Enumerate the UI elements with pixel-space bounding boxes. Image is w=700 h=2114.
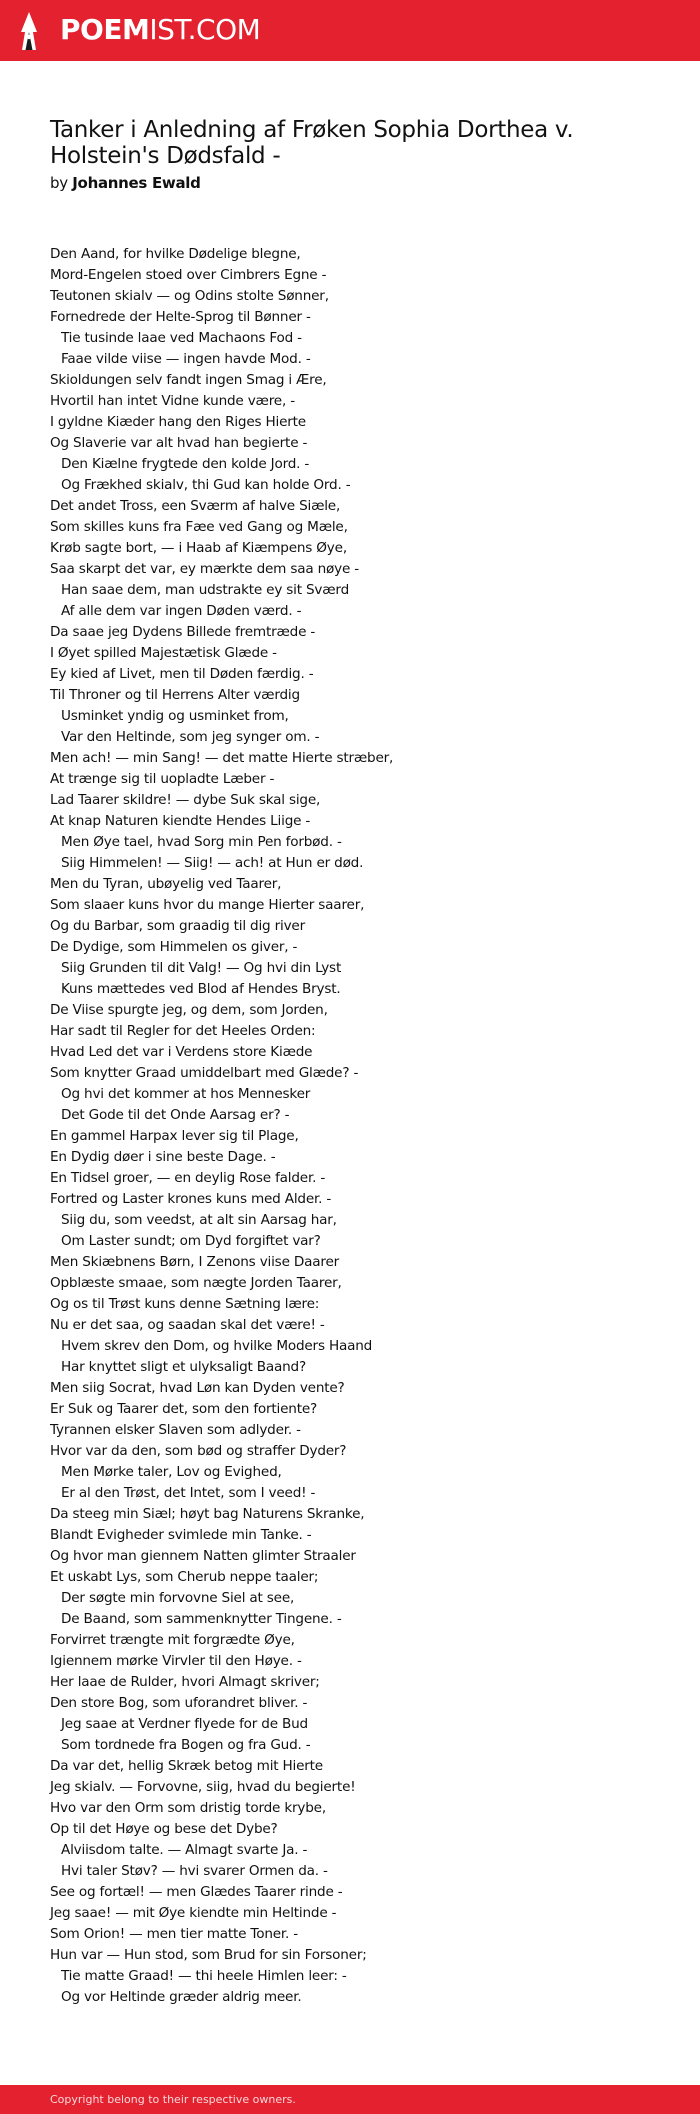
poem-line: Der søgte min forvovne Siel at see, — [61, 1590, 295, 1606]
poem-line: Har sadt til Regler for det Heeles Orden: — [50, 1023, 316, 1039]
poem-line: Som slaaer kuns hvor du mange Hierter saarer, — [50, 897, 365, 913]
poem-line: Som Orion! — men tier matte Toner. - — [50, 1926, 299, 1942]
logo-text-light: IST.COM — [149, 13, 261, 46]
poem-line: Og os til Trøst kuns denne Sætning lære: — [50, 1296, 320, 1312]
poem-line: Kuns mættedes ved Blod af Hendes Bryst. — [61, 981, 341, 997]
poem-line: At trænge sig til uopladte Læber - — [50, 771, 275, 787]
poem-line: See og fortæl! — men Glædes Taarer rinde - — [50, 1884, 343, 1900]
poem-line: Mord-Engelen stoed over Cimbrers Egne - — [50, 267, 327, 283]
poem-line: Hvi taler Støv? — hvi svarer Ormen da. - — [61, 1863, 328, 1879]
poem-line: I gyldne Kiæder hang den Riges Hierte — [50, 414, 306, 430]
poem-body — [50, 244, 670, 2008]
poem-line: Han saae dem, man udstrakte ey sit Sværd — [61, 582, 350, 598]
poem-line: Det andet Tross, een Sværm af halve Siæle, — [50, 498, 341, 514]
poem-line: Jeg skialv. — Forvovne, siig, hvad du begierte! — [50, 1779, 356, 1795]
poem-line: En Tidsel groer, — en deylig Rose falder. - — [50, 1170, 326, 1186]
poem-line: Forvirret trængte mit forgrædte Øye, — [50, 1632, 295, 1648]
poem-line: Nu er det saa, og saadan skal det være! - — [50, 1317, 325, 1333]
poem-line: Men Øye tael, hvad Sorg min Pen forbød. - — [61, 834, 342, 850]
poem-line: Saa skarpt det var, ey mærkte dem saa nøye - — [50, 561, 359, 577]
poem-title: Tanker i Anledning af Frøken Sophia Dorthea v. Holstein's Dødsfald - — [50, 117, 574, 169]
poem-line: Og vor Heltinde græder aldrig meer. — [61, 1989, 302, 2005]
poem-line: Op til det Høye og bese det Dybe? — [50, 1821, 278, 1837]
poem-line: Og du Barbar, som graadig til dig river — [50, 918, 305, 934]
poem-line: Men siig Socrat, hvad Løn kan Dyden vente? — [50, 1380, 345, 1396]
poem-line: Siig Himmelen! — Siig! — ach! at Hun er død. — [61, 855, 364, 871]
poem-line: Krøb sagte bort, — i Haab af Kiæmpens Øye, — [50, 540, 347, 556]
poem-line: Et uskabt Lys, som Cherub neppe taaler; — [50, 1569, 319, 1585]
logo-text-bold: POEM — [60, 13, 150, 46]
poem-line: Hvo var den Orm som dristig torde krybe, — [50, 1800, 326, 1816]
poem-line: Om Laster sundt; om Dyd forgiftet var? — [61, 1233, 321, 1249]
poem-line: Hvad Led det var i Verdens store Kiæde — [50, 1044, 313, 1060]
poem-line: De Baand, som sammenknytter Tingene. - — [61, 1611, 342, 1627]
poem-line: Som knytter Graad umiddelbart med Glæde? - — [50, 1065, 359, 1081]
poem-line: Det Gode til det Onde Aarsag er? - — [61, 1107, 290, 1123]
poem-line: Og hvor man giennem Natten glimter Straaler — [50, 1548, 356, 1564]
pen-nib-icon[interactable] — [17, 10, 41, 52]
poem-line: Siig Grunden til dit Valg! — Og hvi din Lyst — [61, 960, 342, 976]
poem-line: At knap Naturen kiendte Hendes Liige - — [50, 813, 311, 829]
poem-line: Tyrannen elsker Slaven som adlyder. - — [50, 1422, 301, 1438]
poem-line: Faae vilde viise — ingen havde Mod. - — [61, 351, 311, 367]
poem-line: En Dydig døer i sine beste Dage. - — [50, 1149, 276, 1165]
poem-line: De Viise spurgte jeg, og dem, som Jorden, — [50, 1002, 328, 1018]
poem-line: Var den Heltinde, som jeg synger om. - — [61, 729, 320, 745]
by-label: by — [50, 174, 68, 192]
poem-line: Tie matte Graad! — thi heele Himlen leer: - — [61, 1968, 347, 1984]
poem-line: Den Kiælne frygtede den kolde Jord. - — [61, 456, 310, 472]
poem-line: Da steeg min Siæl; høyt bag Naturens Skranke, — [50, 1506, 365, 1522]
author-link[interactable]: Johannes Ewald — [72, 174, 201, 192]
poem-line: Den store Bog, som uforandret bliver. - — [50, 1695, 308, 1711]
poem-line: I Øyet spilled Majestætisk Glæde - — [50, 645, 277, 661]
poem-line: Skioldungen selv fandt ingen Smag i Ære, — [50, 372, 327, 388]
poem-line: Hvem skrev den Dom, og hvilke Moders Haand — [61, 1338, 373, 1354]
poem-line: Den Aand, for hvilke Dødelige blegne, — [50, 246, 301, 262]
poem-line: Og Frækhed skialv, thi Gud kan holde Ord. - — [61, 477, 351, 493]
poem-line: Har knyttet sligt et ulyksaligt Baand? — [61, 1359, 306, 1375]
site-header — [0, 0, 700, 61]
poem-line: Er Suk og Taarer det, som den fortiente? — [50, 1401, 318, 1417]
poem-line: Og hvi det kommer at hos Mennesker — [61, 1086, 311, 1102]
poem-line: En gammel Harpax lever sig til Plage, — [50, 1128, 299, 1144]
poem-line: Teutonen skialv — og Odins stolte Sønner, — [50, 288, 329, 304]
poem-line: Her laae de Rulder, hvori Almagt skriver; — [50, 1674, 320, 1690]
poem-line: Ey kied af Livet, men til Døden færdig. - — [50, 666, 314, 682]
poem-line: Men ach! — min Sang! — det matte Hierte stræber, — [50, 750, 394, 766]
poem-line: Opblæste smaae, som nægte Jorden Taarer, — [50, 1275, 342, 1291]
poem-line: Lad Taarer skildre! — dybe Suk skal sige, — [50, 792, 321, 808]
poem-line: Fornedrede der Helte-Sprog til Bønner - — [50, 309, 311, 325]
poem-line: Som tordnede fra Bogen og fra Gud. - — [61, 1737, 311, 1753]
poem-line: Til Throner og til Herrens Alter værdig — [50, 687, 300, 703]
poem-line: Da saae jeg Dydens Billede fremtræde - — [50, 624, 316, 640]
poem-line: Som skilles kuns fra Fæe ved Gang og Mæle, — [50, 519, 348, 535]
poem-line: Da var det, hellig Skræk betog mit Hierte — [50, 1758, 323, 1774]
poem-line: Hun var — Hun stod, som Brud for sin Forsoner; — [50, 1947, 367, 1963]
poem-line: Jeg saae at Verdner flyede for de Bud — [61, 1716, 308, 1732]
poem-line: Hvortil han intet Vidne kunde være, - — [50, 393, 295, 409]
poem-line: Tie tusinde laae ved Machaons Fod - — [61, 330, 302, 346]
poem-line: Jeg saae! — mit Øye kiendte min Heltinde - — [50, 1905, 337, 1921]
poem-line: Men Mørke taler, Lov og Evighed, — [61, 1464, 282, 1480]
poem-line: Og Slaverie var alt hvad han begierte - — [50, 435, 308, 451]
poem-line: Siig du, som veedst, at alt sin Aarsag har, — [61, 1212, 337, 1228]
poem-line: Fortred og Laster krones kuns med Alder. - — [50, 1191, 332, 1207]
byline — [50, 173, 201, 193]
poem-line: Men Skiæbnens Børn, I Zenons viise Daarer — [50, 1254, 340, 1270]
poem-line: De Dydige, som Himmelen os giver, - — [50, 939, 298, 955]
poem-line: Af alle dem var ingen Døden værd. - — [61, 603, 302, 619]
site-logo[interactable] — [60, 14, 260, 46]
copyright-notice: Copyright belong to their respective owners. — [50, 2093, 296, 2106]
poem-line: Er al den Trøst, det Intet, som I veed! - — [61, 1485, 316, 1501]
poem-line: Blandt Evigheder svimlede min Tanke. - — [50, 1527, 312, 1543]
poem-line: Men du Tyran, ubøyelig ved Taarer, — [50, 876, 282, 892]
poem-line: Usminket yndig og usminket from, — [61, 708, 289, 724]
poem-line: Igiennem mørke Virvler til den Høye. - — [50, 1653, 302, 1669]
poem-line: Alviisdom talte. — Almagt svarte Ja. - — [61, 1842, 308, 1858]
site-footer — [0, 2085, 700, 2114]
poem-line: Hvor var da den, som bød og straffer Dyder? — [50, 1443, 347, 1459]
